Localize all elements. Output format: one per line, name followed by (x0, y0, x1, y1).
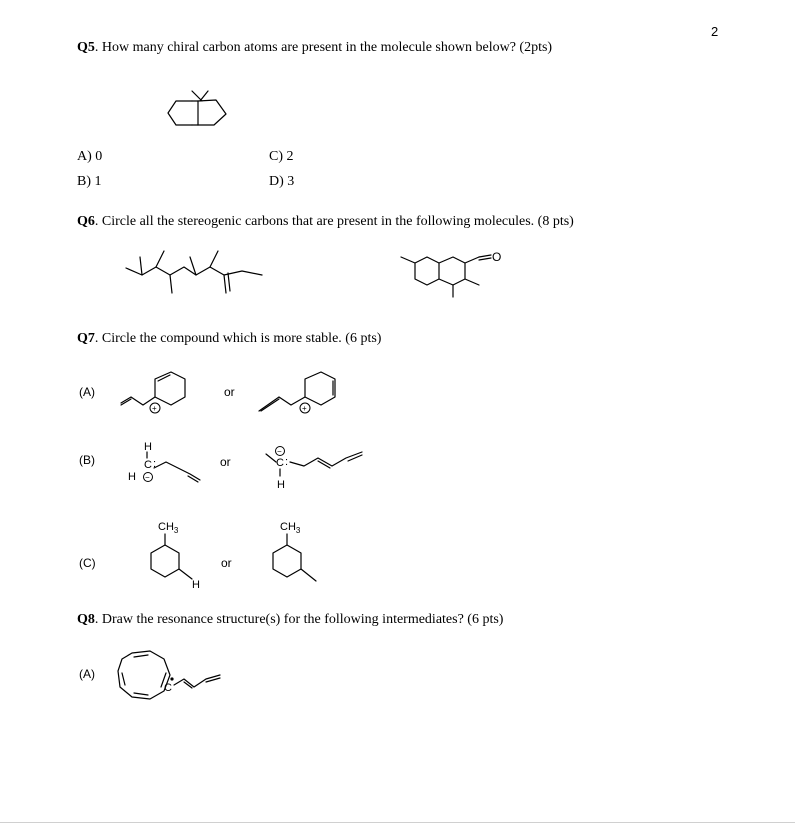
minus-sign: − (145, 473, 150, 482)
decalin-ketone-structure (395, 245, 515, 305)
question-text: . How many chiral carbon atoms are present in the molecule shown below? (2pts) (94, 40, 553, 55)
minus-sign: − (277, 447, 282, 456)
compound-c2-structure (262, 515, 332, 593)
or-separator: or (220, 455, 231, 469)
plus-sign: + (152, 404, 157, 413)
oxygen-label: O (492, 250, 502, 264)
question-number: Q7 (77, 331, 95, 346)
question-text: . Draw the resonance structure(s) for the following intermediates? (6 pts) (94, 612, 504, 627)
methyl-label: $CH_3$ (280, 521, 301, 535)
question-q5 (77, 40, 552, 56)
branched-alkene-structure (120, 245, 280, 305)
question-q7 (77, 331, 381, 347)
bicyclic-molecule-structure (160, 80, 240, 130)
page-bottom-rule (0, 822, 795, 823)
carbon-label: C (144, 459, 152, 471)
carbon-label: C (276, 457, 284, 469)
option-d[interactable]: D) 3 (269, 174, 295, 189)
carbon-label: C (164, 682, 172, 694)
option-b[interactable]: B) 1 (77, 174, 102, 189)
label-a: (A) (79, 667, 95, 681)
question-q8 (77, 612, 503, 628)
hydrogen-label: H (277, 479, 285, 491)
hydrogen-label: H (144, 441, 152, 453)
radical-dot (170, 677, 173, 680)
methyl-label: $CH_3$ (158, 521, 179, 535)
compound-b2-structure (262, 438, 372, 493)
hydrogen-label: H (192, 579, 200, 591)
label-c: (C) (79, 556, 96, 570)
compound-a1-structure (115, 365, 195, 420)
lone-pair: : (153, 458, 157, 470)
lone-pair: : (285, 456, 289, 468)
question-number: Q6 (77, 214, 95, 229)
question-number: Q5 (77, 40, 95, 55)
compound-a2-structure (255, 365, 350, 420)
option-c[interactable]: C) 2 (269, 149, 294, 164)
hydrogen-label: H (128, 471, 136, 483)
plus-sign: + (302, 404, 307, 413)
compound-b1-structure (120, 438, 210, 493)
question-number: Q8 (77, 612, 95, 627)
option-a[interactable]: A) 0 (77, 149, 103, 164)
question-q6 (77, 214, 574, 230)
question-text: . Circle the compound which is more stable. (6 pts) (94, 331, 382, 346)
compound-c1-structure (140, 515, 210, 593)
or-separator: or (224, 385, 235, 399)
label-a: (A) (79, 385, 95, 399)
cyclooctatetraene-intermediate-structure (112, 645, 242, 710)
question-text: . Circle all the stereogenic carbons that are present in the following molecules. (8 pts) (94, 214, 574, 229)
label-b: (B) (79, 453, 95, 467)
or-separator: or (221, 556, 232, 570)
page-number: 2 (711, 24, 719, 39)
